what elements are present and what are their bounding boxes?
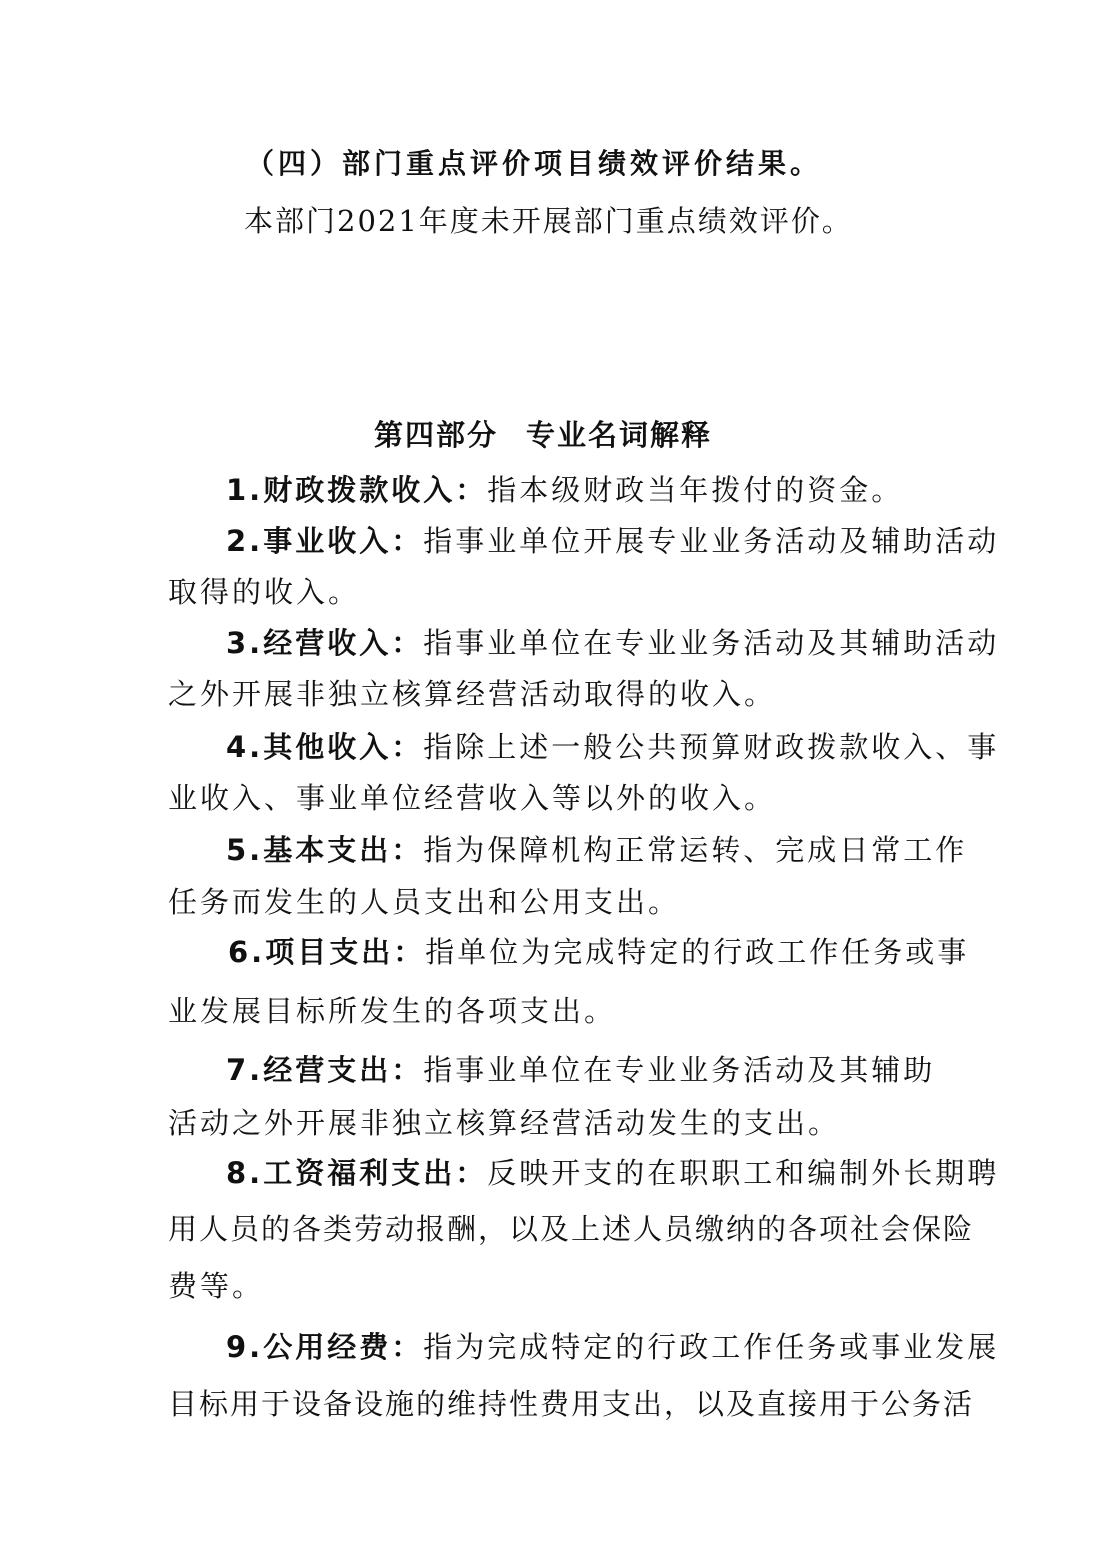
term-9: [226, 1329, 999, 1365]
term-2: [226, 523, 999, 559]
term-1: [226, 472, 903, 508]
term-label: 5.基本支出：: [226, 833, 424, 867]
term-9-line-2: 目标用于设备设施的维持性费用支出，以及直接用于公务活: [168, 1387, 975, 1421]
term-6: [228, 934, 969, 970]
term-label: 7.经营支出：: [226, 1053, 424, 1087]
term-definition: 指事业单位在专业业务活动及其辅助: [423, 1053, 936, 1087]
term-definition: 指事业单位开展专业业务活动及辅助活动: [423, 524, 1000, 558]
term-definition: 指单位为完成特定的行政工作任务或事: [425, 935, 970, 969]
term-definition: 指除上述一般公共预算财政拨款收入、事: [423, 730, 1000, 764]
section-four-text: 本部门2021年度未开展部门重点绩效评价。: [244, 204, 853, 238]
term-7: [226, 1052, 935, 1088]
term-definition: 指为保障机构正常运转、完成日常工作: [423, 833, 968, 867]
term-3-line-2: 之外开展非独立核算经营活动取得的收入。: [168, 677, 777, 711]
term-5: [226, 832, 967, 868]
term-label: 8.工资福利支出：: [226, 1156, 488, 1190]
term-7-line-2: 活动之外开展非独立核算经营活动发生的支出。: [168, 1106, 841, 1140]
term-5-line-2: 任务而发生的人员支出和公用支出。: [168, 885, 681, 919]
term-label: 3.经营收入：: [226, 626, 424, 660]
term-label: 9.公用经费：: [226, 1330, 424, 1364]
term-3: [226, 625, 999, 661]
part-four-title: [374, 417, 712, 453]
term-definition: 指事业单位在专业业务活动及其辅助活动: [423, 626, 1000, 660]
term-label: 4.其他收入：: [226, 730, 424, 764]
part-four-title-text: 专业名词解释: [526, 418, 713, 452]
term-4: [226, 729, 999, 765]
term-8-line-3: 费等。: [168, 1269, 265, 1303]
term-8-line-2: 用人员的各类劳动报酬，以及上述人员缴纳的各项社会保险: [168, 1212, 975, 1246]
term-label: 1.财政拨款收入：: [226, 473, 488, 507]
term-label: 2.事业收入：: [226, 524, 424, 558]
term-definition: 指为完成特定的行政工作任务或事业发展: [423, 1330, 1000, 1364]
section-four-heading: （四）部门重点评价项目绩效评价结果。: [246, 147, 823, 180]
part-four-title-number: 第四部分: [374, 418, 499, 452]
term-label: 6.项目支出：: [228, 935, 426, 969]
term-definition: 反映开支的在职职工和编制外长期聘: [487, 1156, 1000, 1190]
term-2-line-2: 取得的收入。: [168, 575, 361, 609]
term-6-line-2: 业发展目标所发生的各项支出。: [168, 994, 617, 1028]
term-8: [226, 1155, 999, 1191]
term-definition: 指本级财政当年拨付的资金。: [487, 473, 904, 507]
term-4-line-2: 业收入、事业单位经营收入等以外的收入。: [168, 781, 777, 815]
